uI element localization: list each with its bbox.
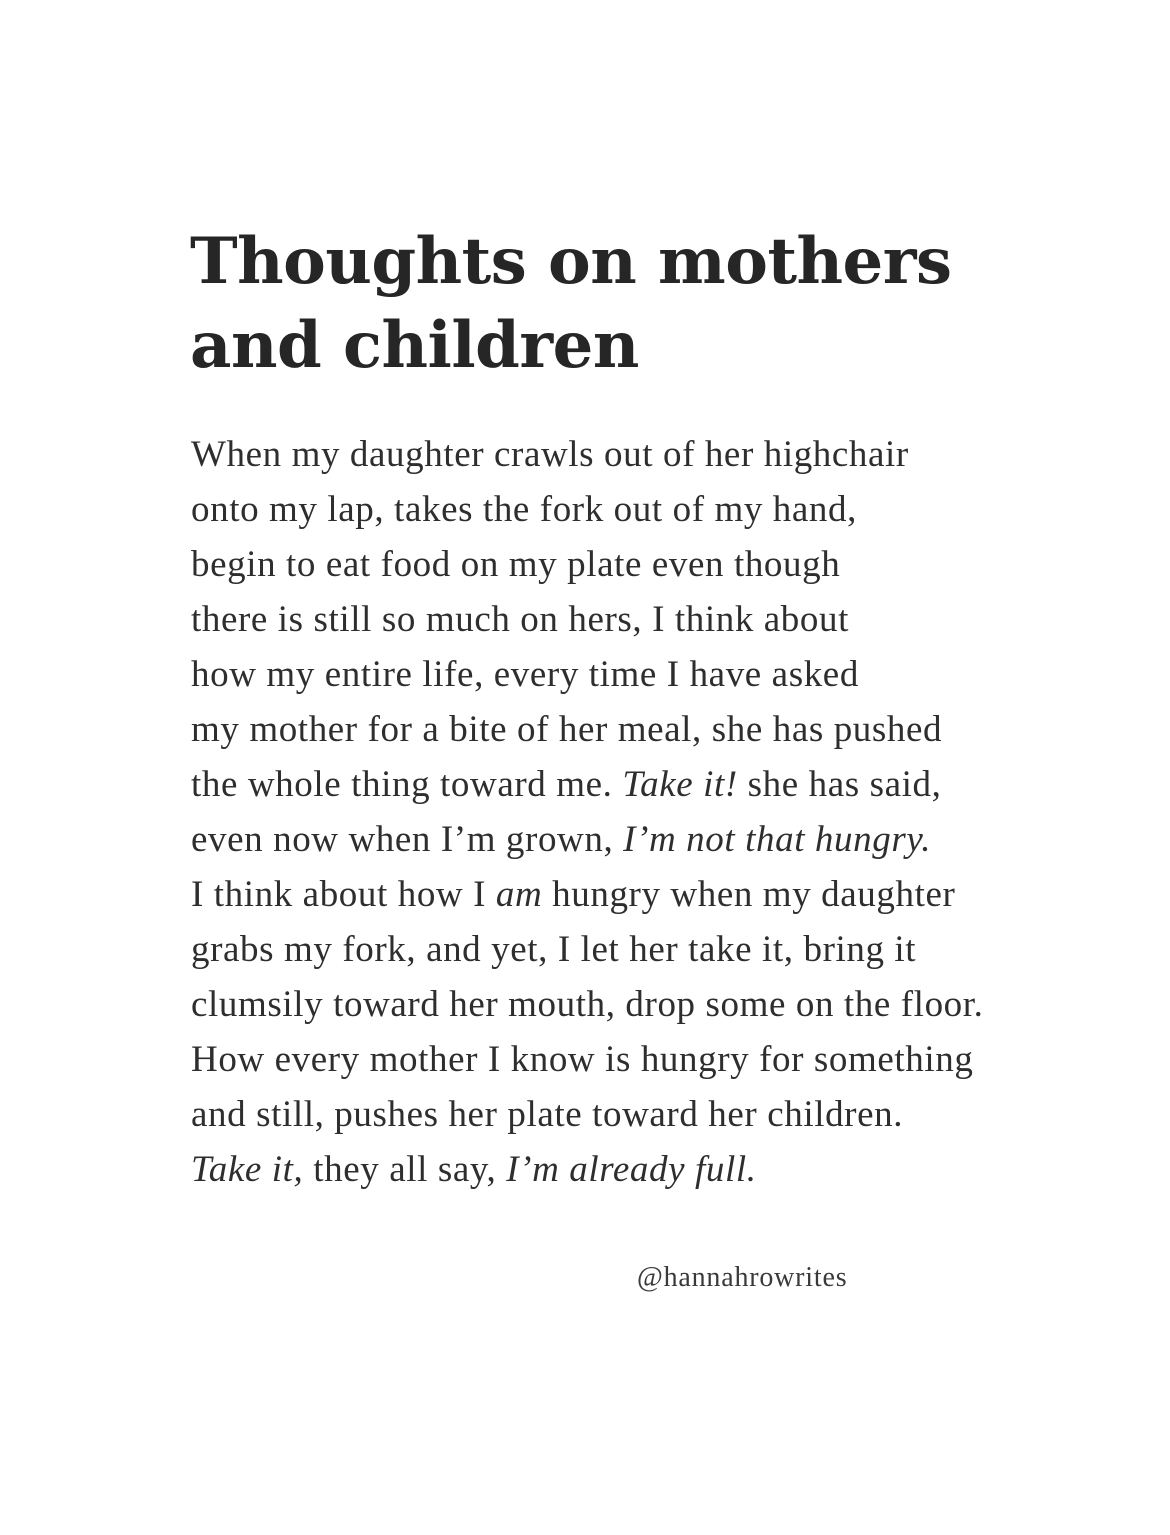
poem-text: my mother for a bite of her meal, she has pushed xyxy=(191,709,943,750)
poem-italic-phrase: I’m not that hungry. xyxy=(623,819,932,860)
poem-body xyxy=(191,427,1151,1197)
poem-text: How every mother I know is hungry for something xyxy=(191,1039,974,1080)
poem-text: they all say, xyxy=(303,1149,507,1190)
poem-line xyxy=(191,647,1151,702)
poem-italic-phrase: I’m already full. xyxy=(506,1149,757,1190)
poem-line xyxy=(191,702,1151,757)
poem-text: hungry when my daughter xyxy=(542,874,956,915)
poem-line xyxy=(191,537,1151,592)
poem-text: I think about how I xyxy=(191,874,496,915)
author-handle: @hannahrowrites xyxy=(637,1262,848,1293)
poem-line xyxy=(191,592,1151,647)
poem-line xyxy=(191,1087,1151,1142)
poem-text: clumsily toward her mouth, drop some on the floor. xyxy=(191,984,984,1025)
poem-line xyxy=(191,482,1151,537)
poem-text: she has said, xyxy=(737,764,942,805)
poem-line xyxy=(191,977,1151,1032)
poem-line xyxy=(191,1032,1151,1087)
poem-line xyxy=(191,427,1151,482)
poem-text: there is still so much on hers, I think about xyxy=(191,599,849,640)
poem-title xyxy=(190,220,1090,388)
poem-text: onto my lap, takes the fork out of my hand, xyxy=(191,489,857,530)
poem-title-line-2: and children xyxy=(190,308,639,383)
poem-title-line-1: Thoughts on mothers xyxy=(190,224,952,299)
poem-text: and still, pushes her plate toward her children. xyxy=(191,1094,904,1135)
poem-line xyxy=(191,922,1151,977)
poem-line xyxy=(191,867,1151,922)
poem-text: the whole thing toward me. xyxy=(191,764,623,805)
poem-text: how my entire life, every time I have asked xyxy=(191,654,859,695)
poem-text: grabs my fork, and yet, I let her take it, bring it xyxy=(191,929,917,970)
poem-text: begin to eat food on my plate even though xyxy=(191,544,841,585)
poem-line xyxy=(191,1142,1151,1197)
poem-italic-phrase: am xyxy=(495,874,543,915)
poem-text: even now when I’m grown, xyxy=(191,819,624,860)
poem-line xyxy=(191,812,1151,867)
poem-line xyxy=(191,757,1151,812)
poem-italic-phrase: Take it! xyxy=(622,764,738,805)
poem-text: When my daughter crawls out of her highchair xyxy=(191,434,909,475)
poem-italic-phrase: Take it, xyxy=(191,1149,304,1190)
